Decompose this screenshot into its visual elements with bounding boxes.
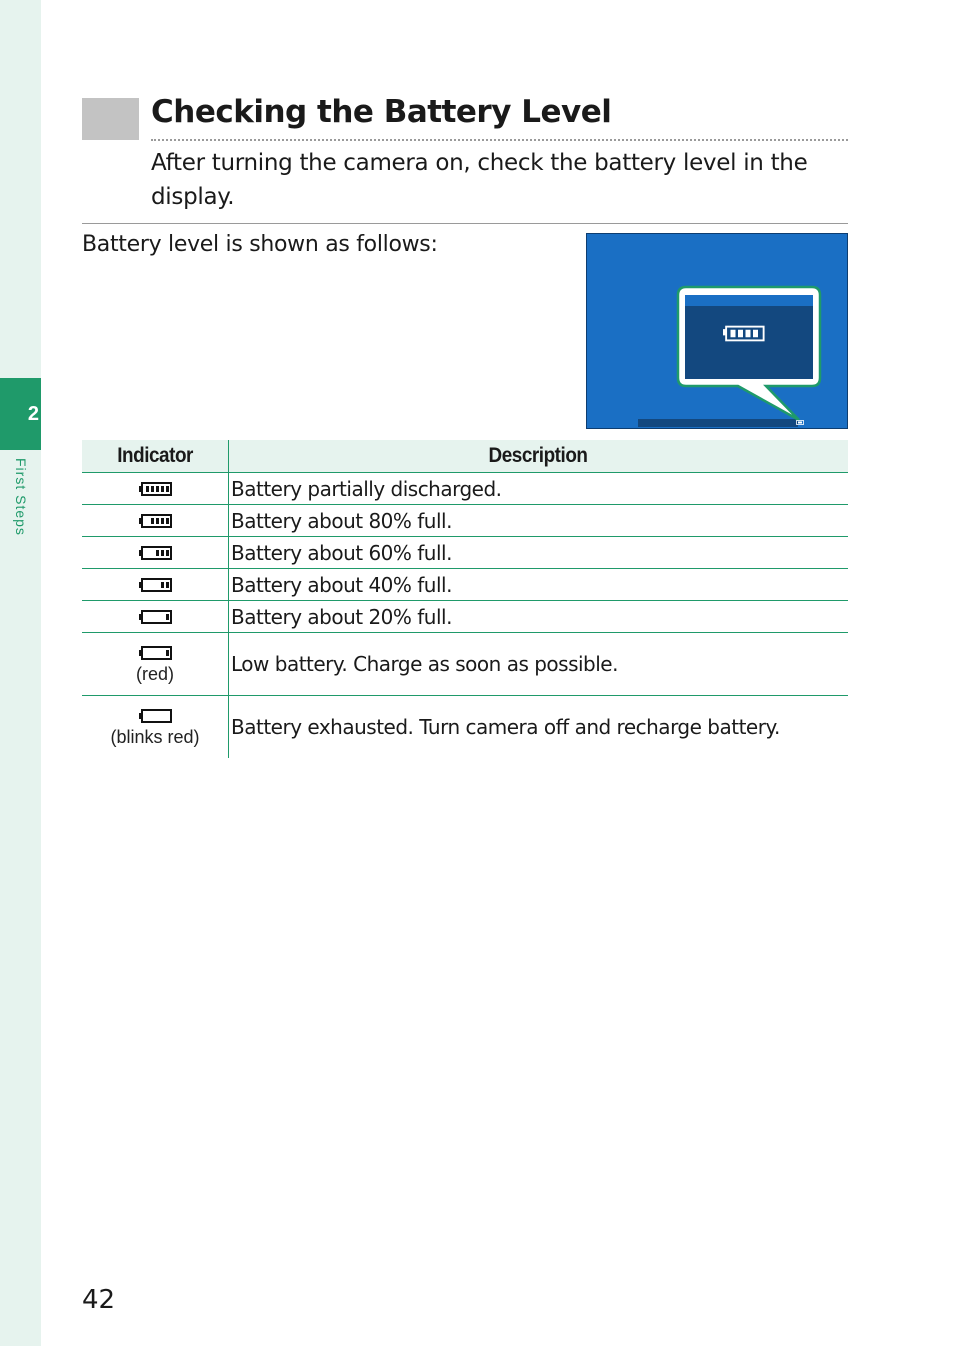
description-cell: Battery about 80% full. [229, 505, 849, 537]
section-divider [82, 223, 848, 224]
battery-bar [166, 550, 169, 556]
battery-indicator-table [82, 440, 848, 758]
table-row [82, 473, 848, 505]
table-row [82, 537, 848, 569]
battery-icon [137, 576, 173, 594]
title-divider [151, 139, 848, 141]
indicator-cell [82, 696, 229, 759]
battery-bar [166, 486, 169, 492]
description-cell: Low battery. Charge as soon as possible. [229, 633, 849, 696]
indicator-cell [82, 601, 229, 633]
chapter-tab: 2 [0, 378, 41, 450]
battery-bar [151, 518, 154, 524]
battery-icon [137, 544, 173, 562]
table-row [82, 505, 848, 537]
intro-text: After turning the camera on, check the battery level in the display. [151, 150, 808, 210]
table-row [82, 569, 848, 601]
description-cell: Battery exhausted. Turn camera off and recharge battery. [231, 715, 780, 739]
indicator-cell [82, 537, 229, 569]
battery-bar [166, 582, 169, 588]
battery-bar [151, 486, 154, 492]
battery-icon [137, 644, 173, 662]
header-indicator: Indicator [82, 440, 229, 473]
indicator-note: (red) [135, 663, 174, 684]
battery-bar [161, 582, 164, 588]
table-row [82, 696, 848, 759]
header-description: Description [229, 440, 849, 473]
description-cell: Battery about 60% full. [229, 537, 849, 569]
battery-bar [156, 486, 159, 492]
description-cell: Battery about 40% full. [229, 569, 849, 601]
table-row [82, 633, 848, 696]
battery-bar [166, 614, 169, 620]
indicator-note: (blinks red) [110, 726, 200, 747]
battery-bar [146, 486, 149, 492]
battery-icon [137, 480, 173, 498]
camera-display-illustration [586, 233, 848, 429]
battery-bar [156, 518, 159, 524]
indicator-cell [82, 569, 229, 601]
battery-bar [161, 518, 164, 524]
indicator-cell [82, 505, 229, 537]
page-number: 42 [82, 1285, 116, 1315]
battery-bar [156, 550, 159, 556]
heading-marker [82, 98, 139, 140]
lead-text: Battery level is shown as follows: [82, 232, 438, 257]
side-band [0, 0, 41, 1346]
indicator-cell [82, 633, 229, 696]
description-cell: Battery about 20% full. [229, 601, 849, 633]
battery-icon [137, 512, 173, 530]
battery-bar [161, 486, 164, 492]
battery-body [142, 710, 171, 722]
table-header-row [82, 440, 848, 473]
chapter-name: First Steps [13, 458, 29, 536]
battery-bar [166, 650, 169, 656]
page-title: Checking the Battery Level [151, 94, 612, 130]
battery-icon [137, 707, 173, 725]
indicator-cell [82, 473, 229, 505]
battery-bar [161, 550, 164, 556]
table-row [82, 601, 848, 633]
battery-icon [137, 608, 173, 626]
battery-bar [166, 518, 169, 524]
description-cell: Battery partially discharged. [229, 473, 849, 505]
